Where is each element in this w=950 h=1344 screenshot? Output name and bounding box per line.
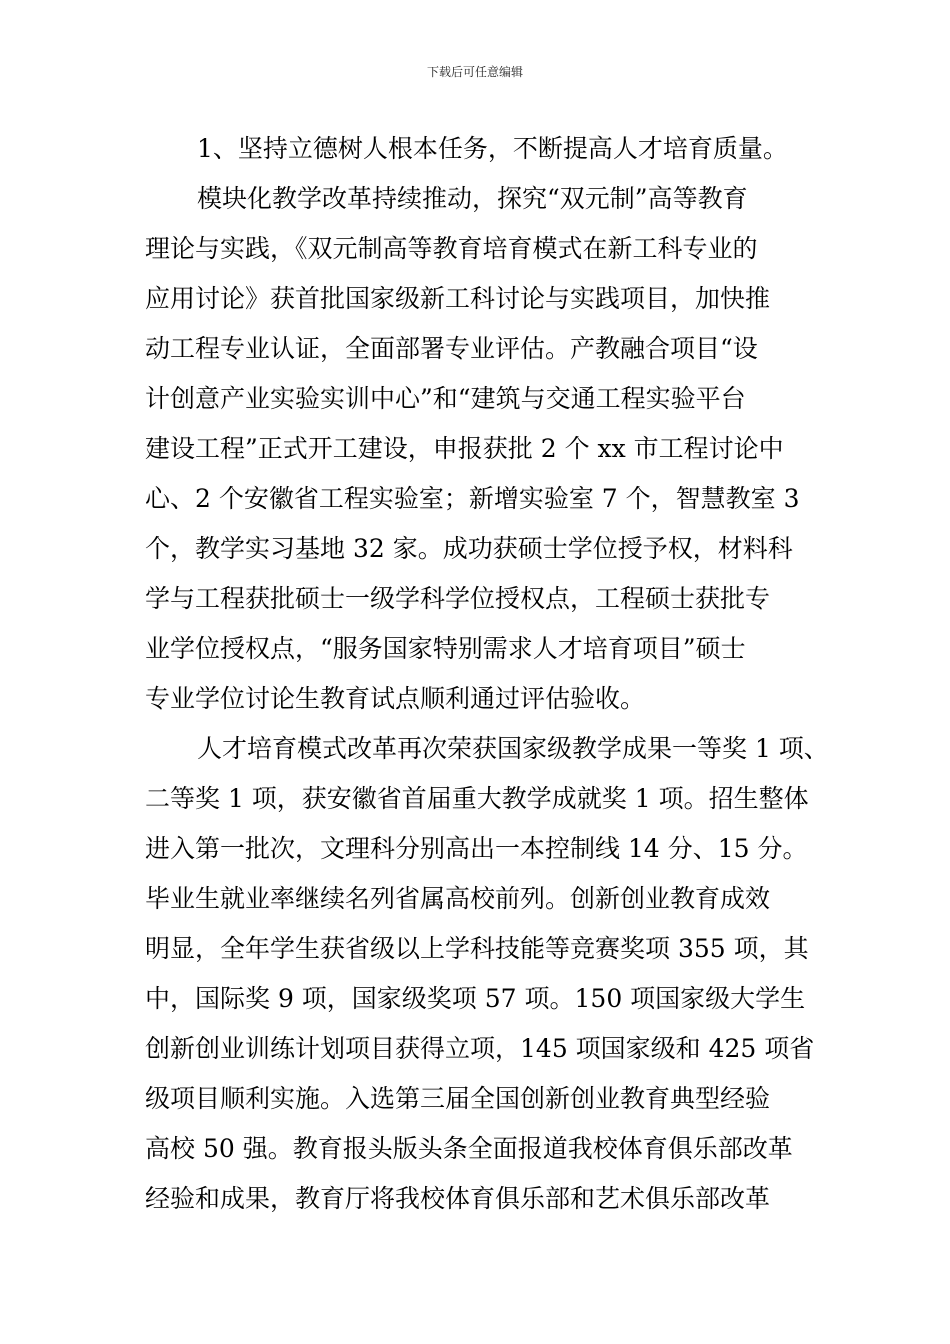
text-line: 建设工程”正式开工建设，申报获批 2 个 xx 市工程讨论中 bbox=[145, 434, 784, 463]
text-line: 创新创业训练计划项目获得立项，145 项国家级和 425 项省 bbox=[145, 1034, 815, 1063]
text-line: 计创意产业实验实训中心”和“建筑与交通工程实验平台 bbox=[145, 384, 746, 413]
text-line: 模块化教学改革持续推动，探究“双元制”高等教育 bbox=[197, 184, 748, 213]
text-line: 毕业生就业率继续名列省属高校前列。创新创业教育成效 bbox=[145, 884, 771, 913]
text-line: 动工程专业认证，全面部署专业评估。产教融合项目“设 bbox=[145, 334, 758, 363]
text-line: 中，国际奖 9 项，国家级奖项 57 项。150 项国家级大学生 bbox=[145, 984, 806, 1013]
text-line: 1、坚持立德树人根本任务，不断提高人才培育质量。 bbox=[197, 134, 788, 163]
text-line: 专业学位讨论生教育试点顺利通过评估验收。 bbox=[145, 684, 646, 713]
text-line: 业学位授权点，“服务国家特别需求人才培育项目”硕士 bbox=[145, 634, 746, 663]
text-line: 明显，全年学生获省级以上学科技能等竞赛奖项 355 项，其 bbox=[145, 934, 809, 963]
text-line: 理论与实践，《双元制高等教育培育模式在新工科专业的 bbox=[145, 234, 758, 263]
text-line: 经验和成果，教育厅将我校体育俱乐部和艺术俱乐部改革 bbox=[145, 1184, 771, 1213]
page-header: 下载后可任意编辑 bbox=[426, 65, 523, 79]
text-line: 进入第一批次，文理科分别高出一本控制线 14 分、15 分。 bbox=[145, 834, 808, 863]
text-line: 二等奖 1 项，获安徽省首届重大教学成就奖 1 项。招生整体 bbox=[145, 784, 809, 813]
text-line: 个，教学实习基地 32 家。成功获硕士学位授予权，材料科 bbox=[145, 534, 793, 563]
text-line: 人才培育模式改革再次荣获国家级教学成果一等奖 1 项、 bbox=[197, 734, 829, 763]
text-line: 级项目顺利实施。入选第三届全国创新创业教育典型经验 bbox=[145, 1084, 771, 1113]
document-body bbox=[145, 124, 829, 1224]
text-line: 应用讨论》获首批国家级新工科讨论与实践项目，加快推 bbox=[145, 284, 771, 313]
text-line: 高校 50 强。教育报头版头条全面报道我校体育俱乐部改革 bbox=[145, 1134, 793, 1163]
text-line: 心、2 个安徽省工程实验室；新增实验室 7 个，智慧教室 3 bbox=[145, 484, 800, 513]
text-line: 学与工程获批硕士一级学科学位授权点，工程硕士获批专 bbox=[145, 584, 771, 613]
